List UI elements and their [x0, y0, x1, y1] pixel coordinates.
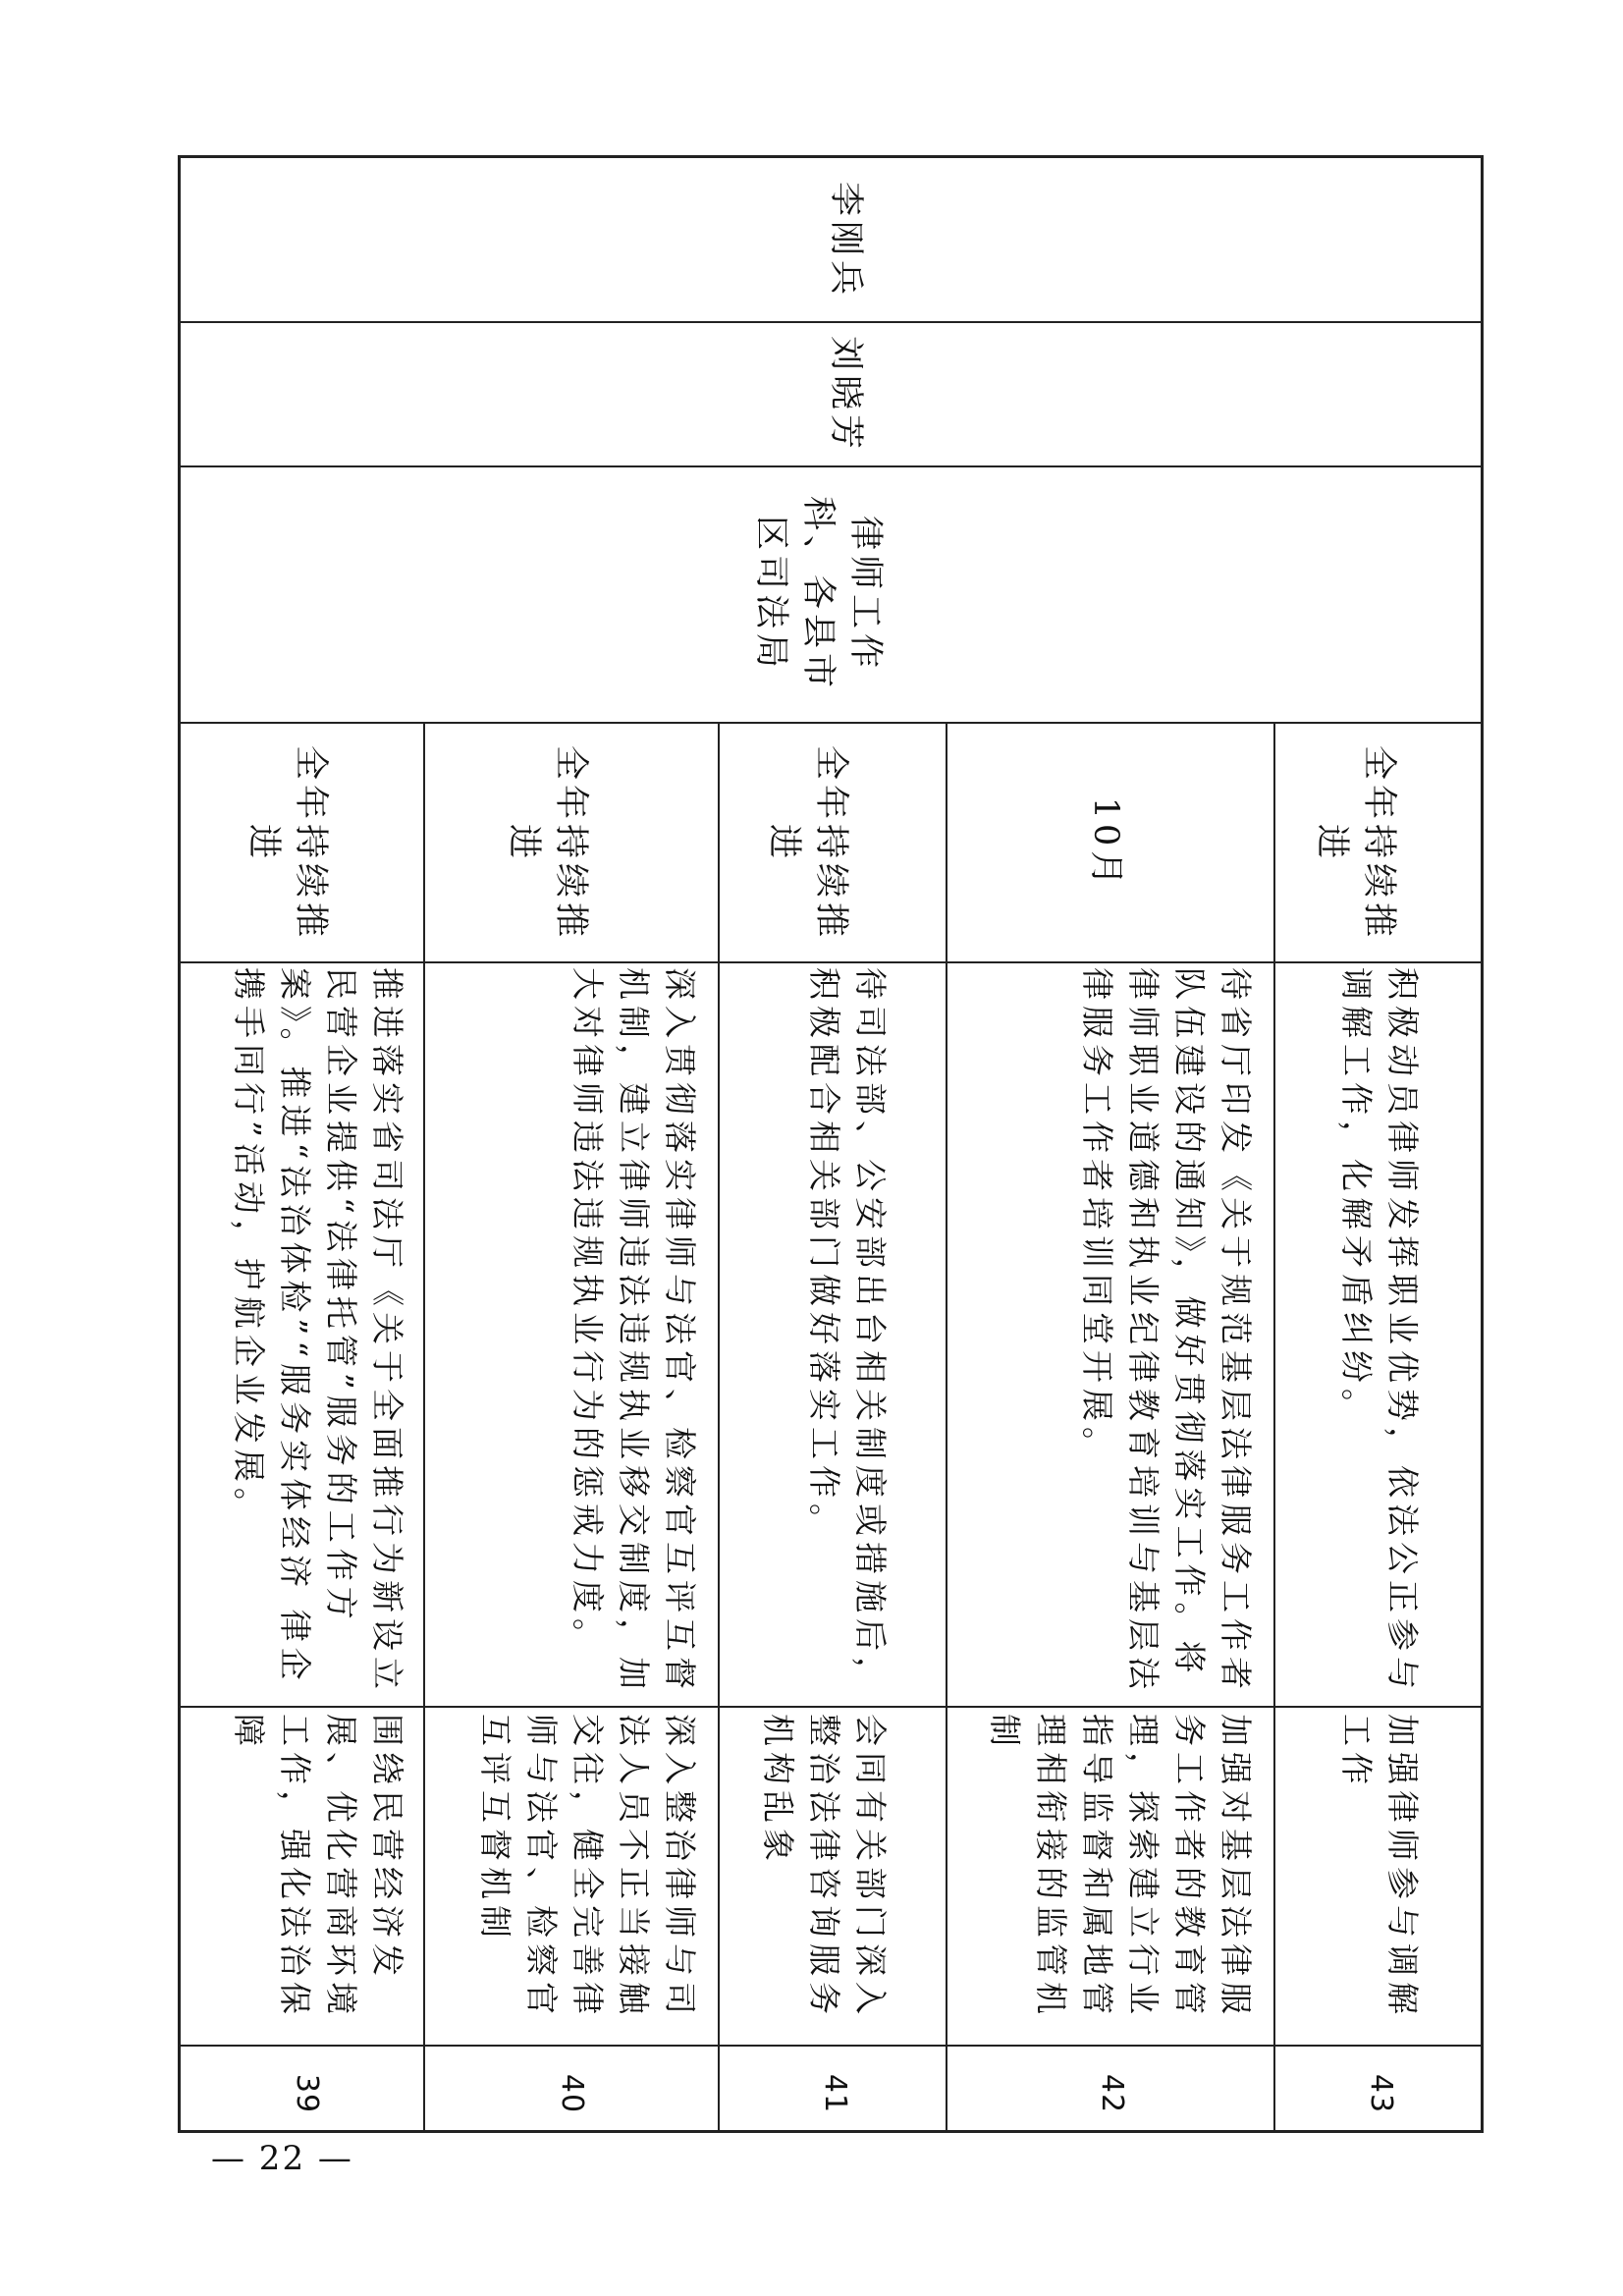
row-40-task: 深入整治律师与司法人员不正当接触交往，健全完善律师与法官、检察官互评互督机制 [476, 1714, 699, 2020]
row-43-measure: 积极动员律师发挥职业优势，依法公正参与调解工作，化解矛盾纠纷。 [1337, 967, 1422, 1695]
row-39-number: 39 [290, 2073, 324, 2114]
row-40-timeline: 全年持续推进 [504, 744, 590, 942]
row-39-timeline: 全年持续推进 [243, 744, 330, 942]
row-divider [1273, 722, 1275, 2133]
responsible-department: 律师工作科、各县市区司法局 [751, 495, 885, 692]
column-divider [178, 722, 1484, 724]
row-41-timeline: 全年持续推进 [764, 744, 850, 942]
row-42-timeline: 10月 [1086, 796, 1125, 891]
row-40-number: 40 [555, 2073, 589, 2114]
column-divider [178, 2045, 1484, 2047]
responsible-person-a: 刘晓芳 [826, 335, 865, 454]
row-43-task: 加强律师参与调解工作 [1337, 1714, 1422, 2020]
row-41-task: 会同有关部门深入整治法律咨询服务机构乱象 [759, 1714, 890, 2020]
row-43-number: 43 [1364, 2073, 1398, 2114]
column-divider [178, 1706, 1484, 1708]
row-42-measure: 待省厅印发《关于规范基层法律服务工作者队伍建设的通知》，做好贯彻落实工作。将律师职业道德和执业纪律教育培训与基层法律服务工作者培训同堂开展。 [1078, 967, 1255, 1695]
column-divider [178, 465, 1484, 467]
row-41-measure: 待司法部、公安部出台相关制度或措施后，积极配合相关部门做好落实工作。 [805, 967, 890, 1695]
row-42-task: 加强对基层法律服务工作者的教育管理，探索建立行业指导监督和属地管理相衔接的监管机制 [986, 1714, 1255, 2020]
row-42-number: 42 [1095, 2073, 1129, 2114]
column-divider [178, 321, 1484, 323]
row-40-measure: 深入贯彻落实律师与法官、检察官互评互督机制，建立律师违法违规执业移交制度，加大对律师违法违规执业行为的惩戒力度。 [568, 967, 699, 1695]
row-divider [718, 722, 720, 2133]
row-41-number: 41 [818, 2073, 852, 2114]
row-39-task: 围绕民营经济发展、优化营商环境工作，强化法治保障 [230, 1714, 406, 2020]
page-number: — 22 — [211, 2139, 353, 2178]
row-39-measure: 推进落实省司法厅《关于全面推行为新设立民营企业提供“法律托管”服务的工作方案》。推进“法治体检”“服务实体经济 律企携手同行”活动，护航企业发展。 [230, 967, 406, 1695]
row-divider [423, 722, 425, 2133]
row-43-timeline: 全年持续推进 [1312, 744, 1398, 942]
responsible-person-b: 李刚兵 [826, 181, 865, 300]
row-divider [946, 722, 947, 2133]
column-divider [178, 961, 1484, 963]
